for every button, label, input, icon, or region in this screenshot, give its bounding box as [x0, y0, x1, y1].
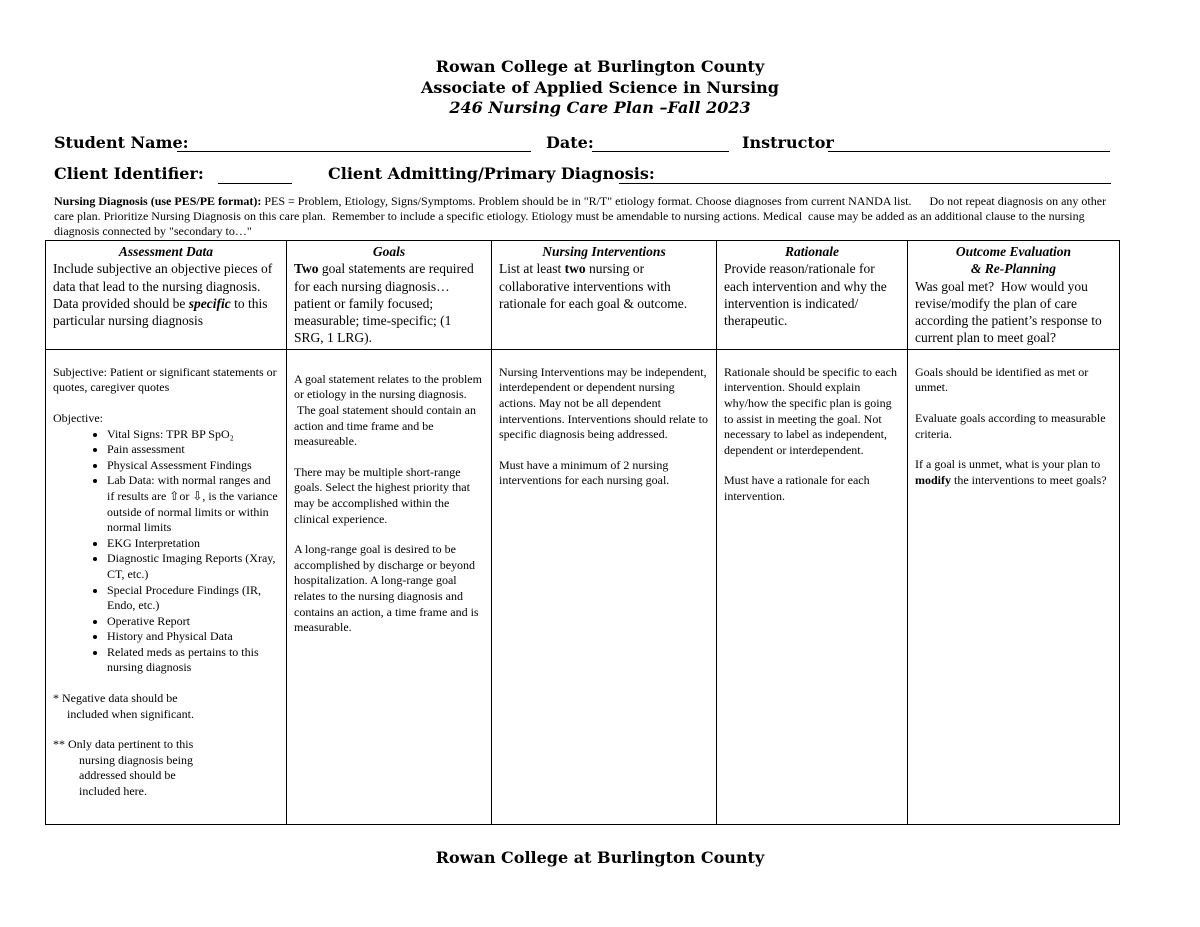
list-item: • Pain assessment — [107, 442, 279, 458]
goals-header: Goals Two goal statements are required for each nursing diagnosis…patient or family focused; measurable; time-specific; (1 SRG, 1 LRG). — [287, 241, 492, 350]
goals-cell[interactable] — [287, 349, 492, 824]
intervention-paragraph: Nursing Interventions may be independent, interdependent or dependent nursing actions. May not be all dependent interventions. Interventions should relate to specific diagnosis being addressed. — [499, 364, 708, 442]
column-subtitle: & Re-Planning — [970, 261, 1057, 277]
page-footer: Rowan College at Burlington County — [435, 848, 765, 867]
nursing-diagnosis-label: Nursing Diagnosis (use PES/PE format): — [54, 194, 262, 208]
goal-paragraph: There may be multiple short-range goals. Select the highest priority that may be accomplished within the clinical experience. — [294, 464, 470, 526]
list-item: • EKG Interpretation — [107, 536, 279, 552]
instructor-label: Instructor — [742, 133, 834, 152]
list-item: • Diagnostic Imaging Reports (Xray, CT, etc.) — [107, 551, 279, 582]
outcome-evaluation-header: Outcome Evaluation & Re-Planning Was goal met? How would you revise/modify the plan of care according the patient’s response to current plan to meet goal? — [908, 241, 1120, 350]
outcome-paragraph: Goals should be identified as met or unmet. — [915, 364, 1089, 395]
instructor-field[interactable] — [828, 151, 1110, 152]
table-body-row — [46, 349, 1120, 824]
column-title: Nursing Interventions — [542, 244, 666, 259]
client-diagnosis-field[interactable] — [619, 183, 1111, 184]
client-identifier-label: Client Identifier: — [54, 164, 204, 183]
list-item: • Physical Assessment Findings — [107, 458, 279, 474]
objective-label: Objective: — [53, 410, 103, 425]
outcome-paragraph: Evaluate goals according to measurable criteria. — [915, 410, 1106, 441]
intervention-paragraph: Must have a minimum of 2 nursing interventions for each nursing goal. — [499, 457, 670, 488]
column-title: Rationale — [784, 244, 839, 259]
nursing-interventions-cell[interactable] — [492, 349, 717, 824]
assessment-data-header: Assessment Data Include subjective an objective pieces of data that lead to the nursing diagnosis. Data provided should be specific to this particular nursing diagnosis — [46, 241, 287, 350]
list-item: • Related meds as pertains to this nursing diagnosis — [107, 645, 279, 676]
column-title: Assessment Data — [118, 244, 214, 259]
care-plan-table — [45, 240, 1120, 825]
client-identifier-field[interactable] — [218, 183, 292, 184]
outcome-evaluation-cell[interactable] — [908, 349, 1120, 824]
subjective-text: Subjective: Patient or significant statements or quotes, caregiver quotes — [53, 364, 277, 395]
goal-paragraph: A long-range goal is desired to be accomplished by discharge or beyond hospitalization. A long-range goal relates to the nursing diagnosis and contains an action, a time frame and is measurable. — [294, 542, 479, 635]
college-title: Rowan College at Burlington County — [435, 57, 765, 76]
list-item: • Operative Report — [107, 614, 279, 630]
negative-data-note-cont: included when significant. — [67, 706, 194, 721]
column-title: Goals — [372, 244, 406, 259]
rationale-paragraph: Must have a rationale for each intervention. — [724, 473, 870, 503]
date-label: Date: — [546, 133, 594, 152]
list-item: • Lab Data: with normal ranges and if results are ⇧or ⇩, is the variance outside of normal limits or within normal limits — [107, 473, 279, 535]
student-name-field[interactable] — [177, 151, 531, 152]
nursing-interventions-header: Nursing Interventions List at least two nursing or collaborative interventions with rationale for each goal & outcome. — [492, 241, 717, 350]
goal-paragraph: A goal statement relates to the problem or etiology in the nursing diagnosis. The goal statement should contain an action and time frame and be measureable. — [294, 371, 482, 449]
list-item: • History and Physical Data — [107, 629, 279, 645]
nursing-diagnosis-text: PES = Problem, Etiology, Signs/Symptoms. Problem should be in "R/T" etiology format. Choose diagnoses from current NANDA list. Do not repeat diagnosis on any other care plan. Prioritize Nursing Diagnosis on this care plan. Remember to include a specific etiology. Etiology must be amendable to nursing actions. Medical cause may be added as an additional clause to the nursing diagnosis connected by "secondary to…" — [54, 194, 1107, 238]
care-plan-title: 246 Nursing Care Plan –Fall 2023 — [449, 98, 751, 117]
pertinent-data-note: ** Only data pertinent to this — [53, 737, 194, 752]
assessment-data-cell[interactable] — [46, 349, 287, 824]
negative-data-note: * Negative data should be — [53, 691, 178, 706]
rationale-header: Rationale Provide reason/rationale for each intervention and why the intervention is indicated/ therapeutic. — [717, 241, 908, 350]
objective-list — [53, 427, 279, 677]
list-item: • Special Procedure Findings (IR, Endo, etc.) — [107, 583, 279, 614]
student-name-label: Student Name: — [54, 133, 189, 152]
date-field[interactable] — [592, 151, 729, 152]
nursing-diagnosis-instructions — [54, 194, 1124, 239]
rationale-paragraph: Rationale should be specific to each intervention. Should explain why/how the specific plan is going to assist in meeting the goal. Not necessary to label as independent, dependent or interdependent. — [724, 364, 897, 457]
client-diagnosis-label: Client Admitting/Primary Diagnosis: — [328, 164, 655, 183]
table-header-row — [46, 241, 1120, 350]
program-title: Associate of Applied Science in Nursing — [421, 78, 779, 97]
list-item: • Vital Signs: TPR BP SpO₂ — [107, 427, 279, 443]
rationale-cell[interactable] — [717, 349, 908, 824]
outcome-paragraph: If a goal is unmet, what is your plan to modify the interventions to meet goals? — [915, 457, 1107, 487]
column-title: Outcome Evaluation — [955, 244, 1072, 259]
pertinent-data-note-cont: nursing diagnosis being addressed should be included here. — [79, 752, 193, 799]
